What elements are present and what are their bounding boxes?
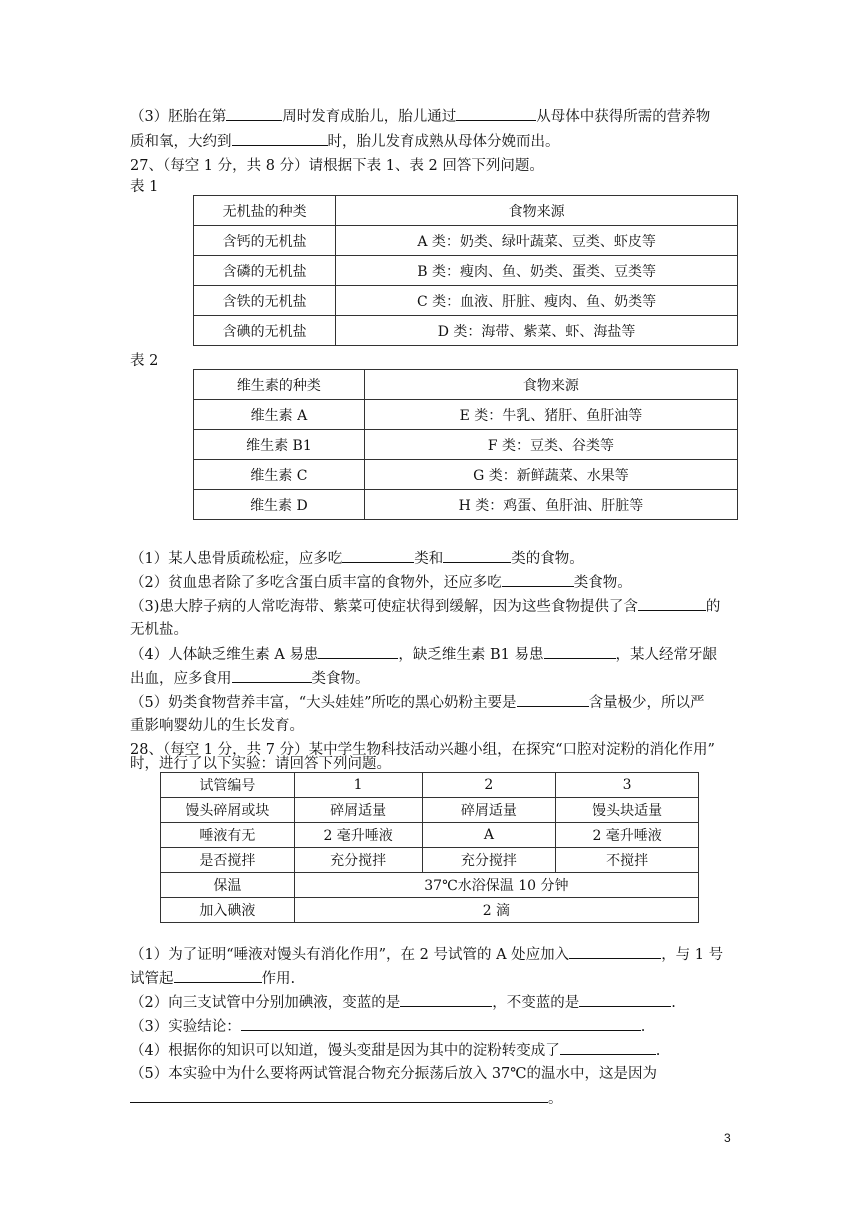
- text: 的: [705, 599, 721, 615]
- table-cell: 不搅拌: [556, 848, 699, 873]
- table-cell: 食物来源: [336, 196, 738, 226]
- q28-s1-line1: [130, 944, 723, 965]
- answer-blank[interactable]: [130, 1088, 548, 1103]
- text: 周时发育成胎儿，胎儿通过: [282, 109, 457, 125]
- text: .: [655, 1043, 661, 1059]
- text: .: [640, 1019, 646, 1035]
- table-row: [194, 286, 738, 316]
- table-row: [194, 430, 738, 460]
- text: （1）某人患骨质疏松症，应多吃: [130, 551, 343, 567]
- table-cell: 碎屑适量: [294, 798, 422, 823]
- text: （3）胚胎在第: [130, 109, 227, 125]
- answer-blank[interactable]: [517, 692, 589, 707]
- table-cell: E 类：牛乳、猪肝、鱼肝油等: [364, 400, 737, 430]
- q28-header1: 28、（每空 1 分，共 7 分）某中学生物科技活动兴趣小组，在探究“口腔对淀粉的消化作用”: [130, 742, 715, 758]
- text: 类食物。: [573, 575, 632, 591]
- q28-s3: [130, 1016, 645, 1037]
- table-cell: 碎屑适量: [422, 798, 556, 823]
- text: （4）人体缺乏维生素 A 易患: [130, 647, 319, 663]
- table-cell: 37℃水浴保温 10 分钟: [294, 873, 698, 898]
- text: ，缺乏维生素 B1 易患: [398, 647, 544, 663]
- table-cell: 1: [294, 773, 422, 798]
- table-cell: B 类：瘦肉、鱼、奶类、蛋类、豆类等: [336, 256, 738, 286]
- answer-blank[interactable]: [456, 106, 536, 121]
- text: 试管起: [130, 971, 174, 987]
- table-cell: 含铁的无机盐: [194, 286, 336, 316]
- q27-s3-line2: 无机盐。: [130, 622, 188, 638]
- table-cell: 试管编号: [161, 773, 295, 798]
- text: ，某人经常牙龈: [615, 647, 718, 663]
- text: （1）为了证明“唾液对馒头有消化作用”，在 2 号试管的 A 处应加入: [130, 947, 570, 963]
- table-cell: 2 滴: [294, 898, 698, 923]
- text: ，与 1 号: [661, 947, 724, 963]
- q28-s2: [130, 992, 676, 1013]
- q27-s5-line1: [130, 692, 705, 713]
- table-cell: 充分搅拌: [294, 848, 422, 873]
- table-cell: 食物来源: [364, 370, 737, 400]
- table-cell: 含碘的无机盐: [194, 316, 336, 346]
- answer-blank[interactable]: [400, 992, 492, 1007]
- q27-s1: [130, 548, 584, 569]
- table-cell: 维生素 A: [194, 400, 365, 430]
- text: 。: [548, 1091, 563, 1107]
- table-header-row: [194, 196, 738, 226]
- answer-blank[interactable]: [569, 944, 661, 959]
- text: 类食物。: [311, 671, 370, 687]
- q27-s4-line2: [130, 668, 370, 689]
- table-cell: A 类：奶类、绿叶蔬菜、豆类、虾皮等: [336, 226, 738, 256]
- q26-3-line1: [130, 106, 710, 127]
- table-cell: 充分搅拌: [422, 848, 556, 873]
- table-row: [194, 400, 738, 430]
- text: 时，胎儿发育成熟从母体分娩而出。: [327, 134, 560, 150]
- answer-blank[interactable]: [342, 548, 414, 563]
- table-row: [161, 773, 699, 798]
- table-cell: 维生素的种类: [194, 370, 365, 400]
- answer-blank[interactable]: [318, 644, 398, 659]
- table-cell: 维生素 C: [194, 460, 365, 490]
- table-cell: F 类：豆类、谷类等: [364, 430, 737, 460]
- answer-blank[interactable]: [174, 968, 262, 983]
- table-cell: C 类：血液、肝脏、瘦肉、鱼、奶类等: [336, 286, 738, 316]
- q27-s3-line1: [130, 596, 720, 617]
- answer-blank[interactable]: [226, 106, 282, 121]
- table-cell: A: [422, 823, 556, 848]
- table-cell: 3: [556, 773, 699, 798]
- q27-s2: [130, 572, 632, 593]
- table-row: [161, 823, 699, 848]
- answer-blank[interactable]: [232, 668, 312, 683]
- text: 含量极少，所以严: [588, 695, 705, 711]
- table-cell: D 类：海带、紫菜、虾、海盐等: [336, 316, 738, 346]
- table-cell: 馒头块适量: [556, 798, 699, 823]
- text: 出血，应多食用: [130, 671, 232, 687]
- text: （3)患大脖子病的人常吃海带、紫菜可使症状得到缓解，因为这些食物提供了含: [130, 599, 638, 615]
- text: （5）奶类食物营养丰富，“大头娃娃”所吃的黑心奶粉主要是: [130, 695, 517, 711]
- table-cell: 馒头碎屑或块: [161, 798, 295, 823]
- text: 作用.: [261, 971, 296, 987]
- table-cell: 无机盐的种类: [194, 196, 336, 226]
- table-cell: 2 毫升唾液: [294, 823, 422, 848]
- q28-s5-line2: [130, 1088, 563, 1109]
- text: （2）向三支试管中分别加碘液，变蓝的是: [130, 995, 401, 1011]
- answer-blank[interactable]: [232, 131, 328, 146]
- table-cell: 维生素 B1: [194, 430, 365, 460]
- table-cell: 含钙的无机盐: [194, 226, 336, 256]
- table-row: [161, 898, 699, 923]
- table-cell: G 类：新鲜蔬菜、水果等: [364, 460, 737, 490]
- experiment-table: [160, 772, 699, 923]
- table-header-row: [194, 370, 738, 400]
- table-row: [194, 490, 738, 520]
- q28-header2: 时，进行了以下实验：请回答下列问题。: [130, 756, 391, 772]
- text: 从母体中获得所需的营养物: [536, 109, 711, 125]
- table-row: [161, 798, 699, 823]
- answer-blank[interactable]: [544, 644, 616, 659]
- table-cell: 2: [422, 773, 556, 798]
- text: （3）实验结论：: [130, 1019, 241, 1035]
- table-cell: 保温: [161, 873, 295, 898]
- vitamin-table: [193, 369, 738, 520]
- answer-blank[interactable]: [241, 1016, 641, 1031]
- table-row: [161, 873, 699, 898]
- q28-s4: [130, 1040, 660, 1061]
- table-row: [194, 256, 738, 286]
- q28-s5-line1: （5）本实验中为什么要将两试管混合物充分振荡后放入 37℃的温水中，这是因为: [130, 1066, 658, 1082]
- q27-header: 27、（每空 1 分，共 8 分）请根据下表 1、表 2 回答下列问题。: [130, 158, 544, 174]
- mineral-table: [193, 195, 738, 346]
- text: ，不变蓝的是: [492, 995, 580, 1011]
- text: （4）根据你的知识可以知道，馒头变甜是因为其中的淀粉转变成了: [130, 1043, 560, 1059]
- table-row: [194, 226, 738, 256]
- q27-s4-line1: [130, 644, 717, 665]
- table-cell: 唾液有无: [161, 823, 295, 848]
- table-cell: 加入碘液: [161, 898, 295, 923]
- table-cell: 2 毫升唾液: [556, 823, 699, 848]
- q26-3-line2: [130, 131, 560, 152]
- page-number: 3: [724, 1131, 731, 1145]
- q27-s5-line2: 重影响婴幼儿的生长发育。: [130, 718, 304, 734]
- table-row: [194, 460, 738, 490]
- answer-blank[interactable]: [502, 572, 574, 587]
- table-cell: 维生素 D: [194, 490, 365, 520]
- answer-blank[interactable]: [579, 992, 671, 1007]
- answer-blank[interactable]: [443, 548, 511, 563]
- text: 类和: [414, 551, 444, 567]
- table-row: [194, 316, 738, 346]
- text: 质和氧，大约到: [130, 134, 232, 150]
- q28-s1-line2: [130, 968, 295, 989]
- text: 类的食物。: [511, 551, 584, 567]
- text: （2）贫血患者除了多吃含蛋白质丰富的食物外，还应多吃: [130, 575, 502, 591]
- table-cell: 含磷的无机盐: [194, 256, 336, 286]
- answer-blank[interactable]: [638, 596, 706, 611]
- table-cell: 是否搅拌: [161, 848, 295, 873]
- table2-label: 表 2: [130, 353, 159, 369]
- answer-blank[interactable]: [560, 1040, 656, 1055]
- table1-label: 表 1: [130, 179, 159, 195]
- table-row: [161, 848, 699, 873]
- table-cell: H 类：鸡蛋、鱼肝油、肝脏等: [364, 490, 737, 520]
- text: .: [671, 995, 676, 1011]
